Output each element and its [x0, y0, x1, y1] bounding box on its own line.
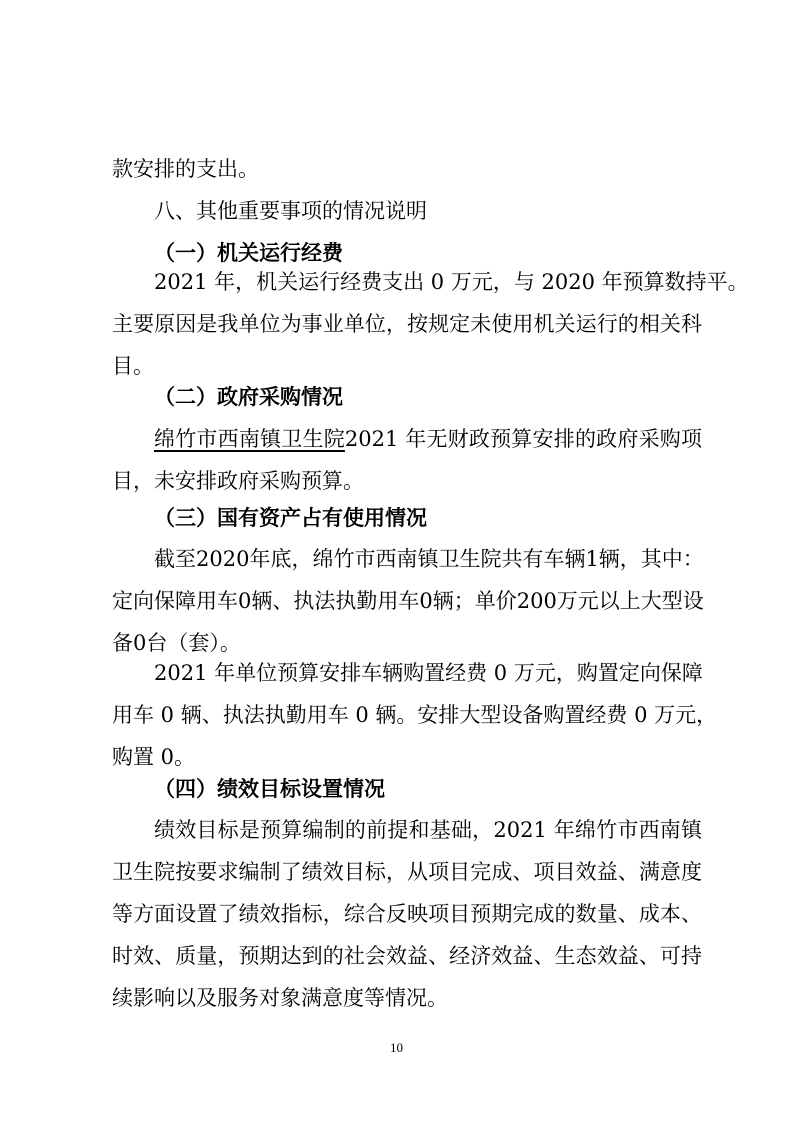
text-line: 目，未安排政府采购预算。 — [112, 469, 364, 493]
paragraph-vehicle-budget — [112, 652, 718, 778]
paragraph-performance-targets — [112, 809, 702, 1019]
paragraph-government-procurement — [112, 418, 702, 502]
subheading-state-assets: （三）国有资产占有使用情况 — [154, 506, 427, 530]
text-line: 续影响以及服务对象满意度等情况。 — [112, 986, 448, 1010]
text-line: 购置 0。 — [112, 745, 196, 769]
text-line: 卫生院按要求编制了绩效目标，从项目完成、项目效益、满意度 — [112, 860, 702, 884]
unit-name-underlined: 绵竹市西南镇卫生院 — [154, 427, 345, 451]
text-line — [112, 418, 702, 460]
section-heading-8: 八、其他重要事项的情况说明 — [154, 199, 427, 223]
text-line: 绩效目标是预算编制的前提和基础，2021 年绵竹市西南镇 — [154, 818, 702, 842]
text-line: 主要原因是我单位为事业单位，按规定未使用机关运行的相关科 — [112, 312, 702, 336]
text-line: 定向保障用车0辆、执法执勤用车0辆；单价200万元以上大型设 — [112, 589, 704, 613]
text-line: 备0台（套）。 — [112, 631, 241, 655]
subheading-operating-expenses: （一）机关运行经费 — [154, 241, 343, 265]
text-line: 2021 年单位预算安排车辆购置经费 0 万元，购置定向保障 — [154, 661, 703, 685]
paragraph-state-assets — [112, 538, 702, 664]
page-number: 10 — [390, 1040, 403, 1055]
text-line: 用车 0 辆、执法执勤用车 0 辆。安排大型设备购置经费 0 万元， — [112, 703, 718, 727]
subheading-government-procurement: （二）政府采购情况 — [154, 385, 343, 409]
paragraph-operating-expenses — [112, 261, 749, 387]
text-line: 目。 — [112, 354, 154, 378]
text-line: 等方面设置了绩效指标，综合反映项目预期完成的数量、成本、 — [112, 902, 702, 926]
paragraph-continuation — [112, 148, 702, 190]
subheading-performance-targets: （四）绩效目标设置情况 — [154, 777, 385, 801]
text-line: 时效、质量，预期达到的社会效益、经济效益、生态效益、可持 — [112, 944, 702, 968]
text-line: 款安排的支出。 — [112, 157, 259, 181]
text-segment: 2021 年无财政预算安排的政府采购项 — [344, 427, 703, 451]
text-line: 2021 年，机关运行经费支出 0 万元，与 2020 年预算数持平。 — [154, 270, 749, 294]
text-line: 截至2020年底，绵竹市西南镇卫生院共有车辆1辆，其中： — [154, 547, 704, 571]
